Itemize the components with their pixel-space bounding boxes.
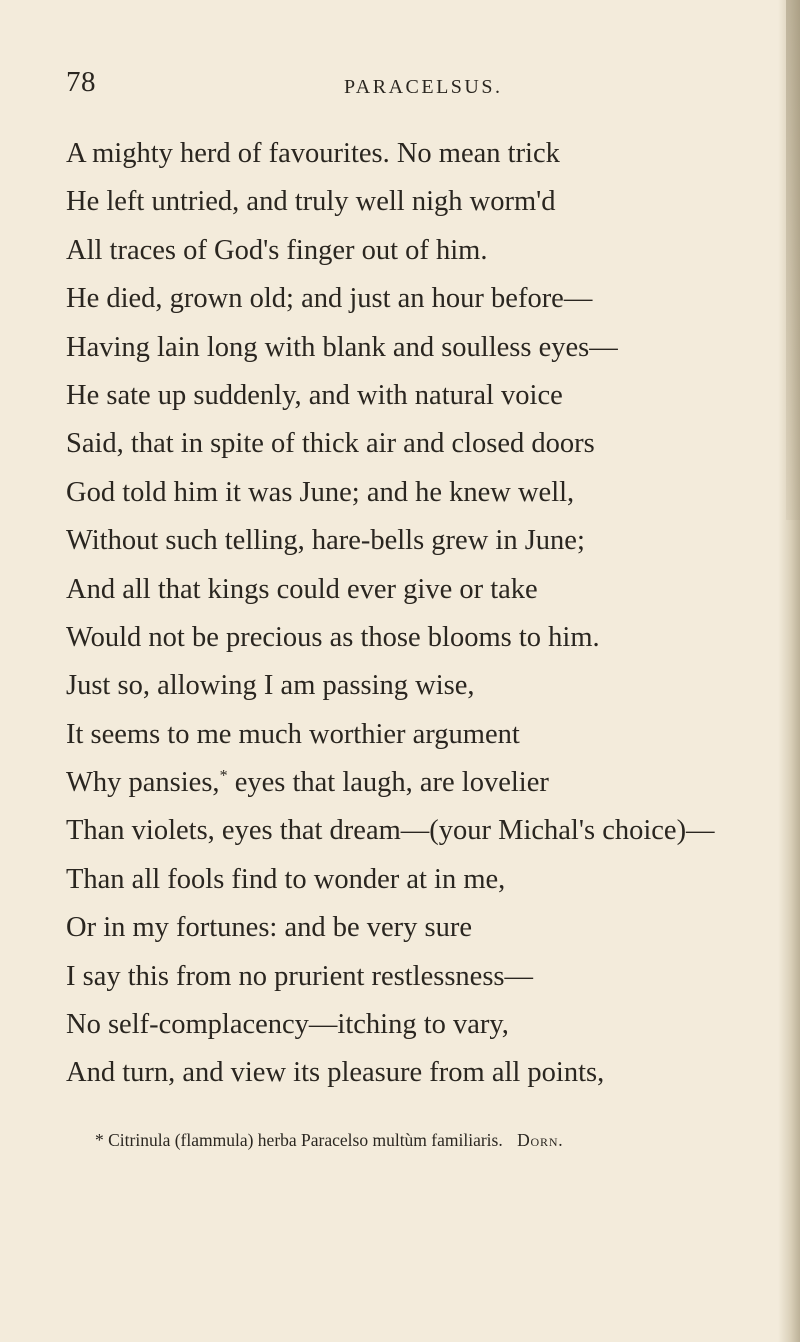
poem-line: Having lain long with blank and soulless eyes— (66, 331, 618, 363)
page-header (66, 66, 766, 106)
poem-line: A mighty herd of favourites. No mean trick (66, 138, 560, 169)
poem-line: Said, that in spite of thick air and closed doors (66, 428, 595, 460)
running-head: PARACELSUS. (344, 76, 503, 98)
poem-line-with-footnote-ref (66, 759, 786, 807)
footnote-reference: * (219, 767, 228, 785)
poem-line: Just so, allowing I am passing wise, (66, 670, 475, 702)
poem-line: Or in my fortunes: and be very sure (66, 912, 473, 944)
poem-line: He left untried, and truly well nigh worm'd (66, 186, 556, 218)
poem-line: Than all fools find to wonder at in me, (66, 863, 506, 895)
poem-line: God told him it was June; and he knew well, (66, 476, 575, 508)
page-edge-discoloration (786, 0, 800, 520)
footnote-marker: * (95, 1130, 104, 1150)
page-number: 78 (66, 66, 96, 98)
footnote-author: Dorn. (517, 1130, 564, 1150)
poem-line-end: eyes that laugh, are lovelier (227, 767, 549, 799)
poem-line: Would not be precious as those blooms to him. (66, 621, 600, 653)
poem-line: All traces of God's finger out of him. (66, 234, 488, 266)
poem-body (66, 130, 786, 1098)
poem-line: He died, grown old; and just an hour before— (66, 283, 593, 315)
footnote (95, 1130, 563, 1151)
poem-line: I say this from no prurient restlessness— (66, 960, 534, 992)
poem-line: No self-complacency—itching to vary, (66, 1009, 509, 1041)
footnote-text: Citrinula (flammula) herba Paracelso multùm familiaris. (108, 1130, 503, 1150)
poem-line: Without such telling, hare-bells grew in June; (66, 525, 585, 557)
poem-line-start: Why pansies, (66, 767, 220, 799)
poem-line: It seems to me much worthier argument (66, 718, 520, 750)
poem-line: And all that kings could ever give or take (66, 573, 538, 605)
poem-line: Than violets, eyes that dream—(your Michal's choice)— (66, 815, 715, 847)
poem-line: And turn, and view its pleasure from all points, (66, 1057, 605, 1089)
poem-line: He sate up suddenly, and with natural voice (66, 379, 563, 411)
